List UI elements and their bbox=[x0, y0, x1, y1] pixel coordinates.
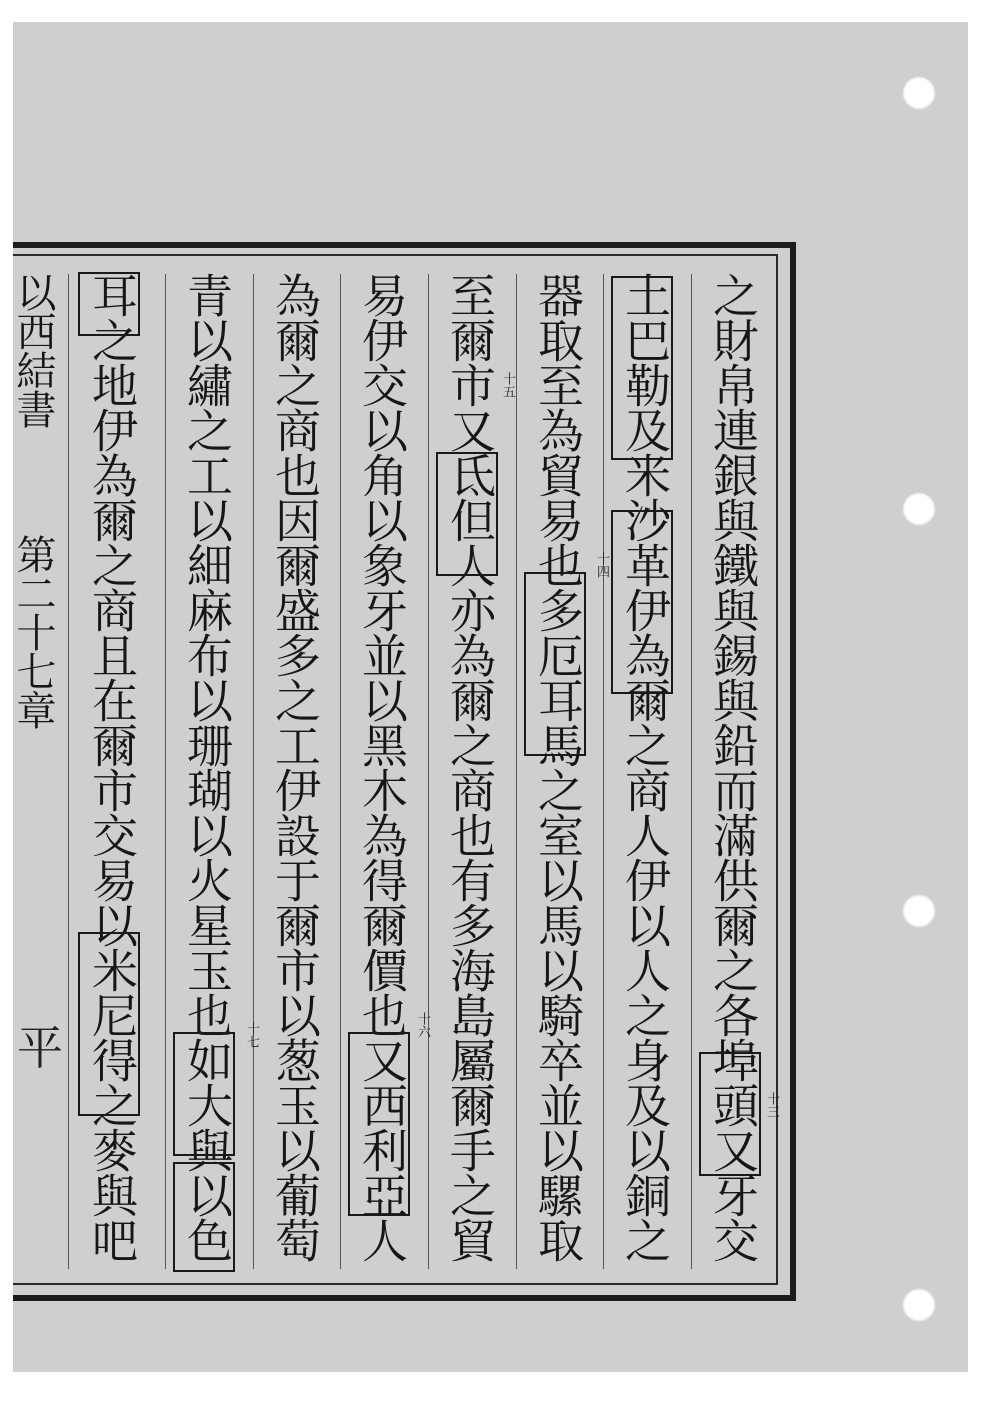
column-rule bbox=[165, 274, 166, 1269]
text-column-8 bbox=[82, 272, 142, 1272]
verse-number: 十六 bbox=[415, 1012, 430, 1038]
name-box bbox=[699, 1052, 761, 1176]
punch-hole-3 bbox=[902, 894, 936, 928]
name-box bbox=[524, 572, 586, 756]
column-text: 器取至為貿易也多厄耳馬之室以馬以騎卒並以騾取 bbox=[531, 272, 585, 1262]
book-title: 以西結書 bbox=[10, 272, 56, 428]
column-text: 至爾市又氐但人亦為爾之商也有多海島屬爾手之貿 bbox=[443, 272, 497, 1262]
column-rule bbox=[428, 274, 429, 1269]
name-box bbox=[348, 1032, 410, 1216]
text-column-6 bbox=[265, 272, 325, 1272]
verse-number: 十三 bbox=[764, 1092, 779, 1118]
column-text: 耳之地伊為爾之商且在爾市交易以米尼得之麥與吧 bbox=[85, 272, 139, 1262]
text-column-4 bbox=[440, 272, 500, 1272]
name-box bbox=[173, 1162, 235, 1272]
name-box bbox=[436, 452, 498, 576]
punch-hole-1 bbox=[902, 76, 936, 110]
page-sheet bbox=[10, 22, 968, 1372]
page-mark: 平 bbox=[17, 1021, 63, 1075]
punch-hole-2 bbox=[902, 492, 936, 526]
column-rule bbox=[516, 274, 517, 1269]
column-text: 為爾之商也因爾盛多之工伊設于爾市以葱玉以葡萄 bbox=[268, 272, 322, 1262]
chapter-label: 第二十七章 bbox=[10, 534, 56, 729]
name-box bbox=[611, 276, 673, 460]
name-box bbox=[78, 932, 140, 1116]
name-box bbox=[78, 272, 140, 336]
column-text: 易伊交以角以象牙並以黑木為得爾價也又西利亞人 bbox=[355, 272, 409, 1262]
column-rule bbox=[691, 274, 692, 1269]
verse-number: 十五 bbox=[500, 372, 515, 398]
column-rule bbox=[340, 274, 341, 1269]
column-text: 之財帛連銀與鐵與錫與鉛而滿供爾之各埠頭又牙交 bbox=[706, 272, 760, 1262]
margin-title bbox=[5, 272, 61, 1272]
verse-number: 十七 bbox=[244, 1022, 259, 1048]
name-box bbox=[173, 1032, 235, 1156]
verse-number: 十四 bbox=[594, 552, 609, 578]
column-text: 青以繡之工以細麻布以珊瑚以火星玉也如大與以色 bbox=[180, 272, 234, 1262]
column-rule bbox=[68, 274, 69, 1269]
text-column-3 bbox=[528, 272, 588, 1272]
punch-hole-4 bbox=[902, 1288, 936, 1322]
name-box bbox=[611, 510, 673, 694]
column-rule bbox=[603, 274, 604, 1269]
column-rule bbox=[253, 274, 254, 1269]
column-text: 土巴勒及米沙革伊為爾之商人伊以人之身及以銅之 bbox=[618, 272, 672, 1262]
